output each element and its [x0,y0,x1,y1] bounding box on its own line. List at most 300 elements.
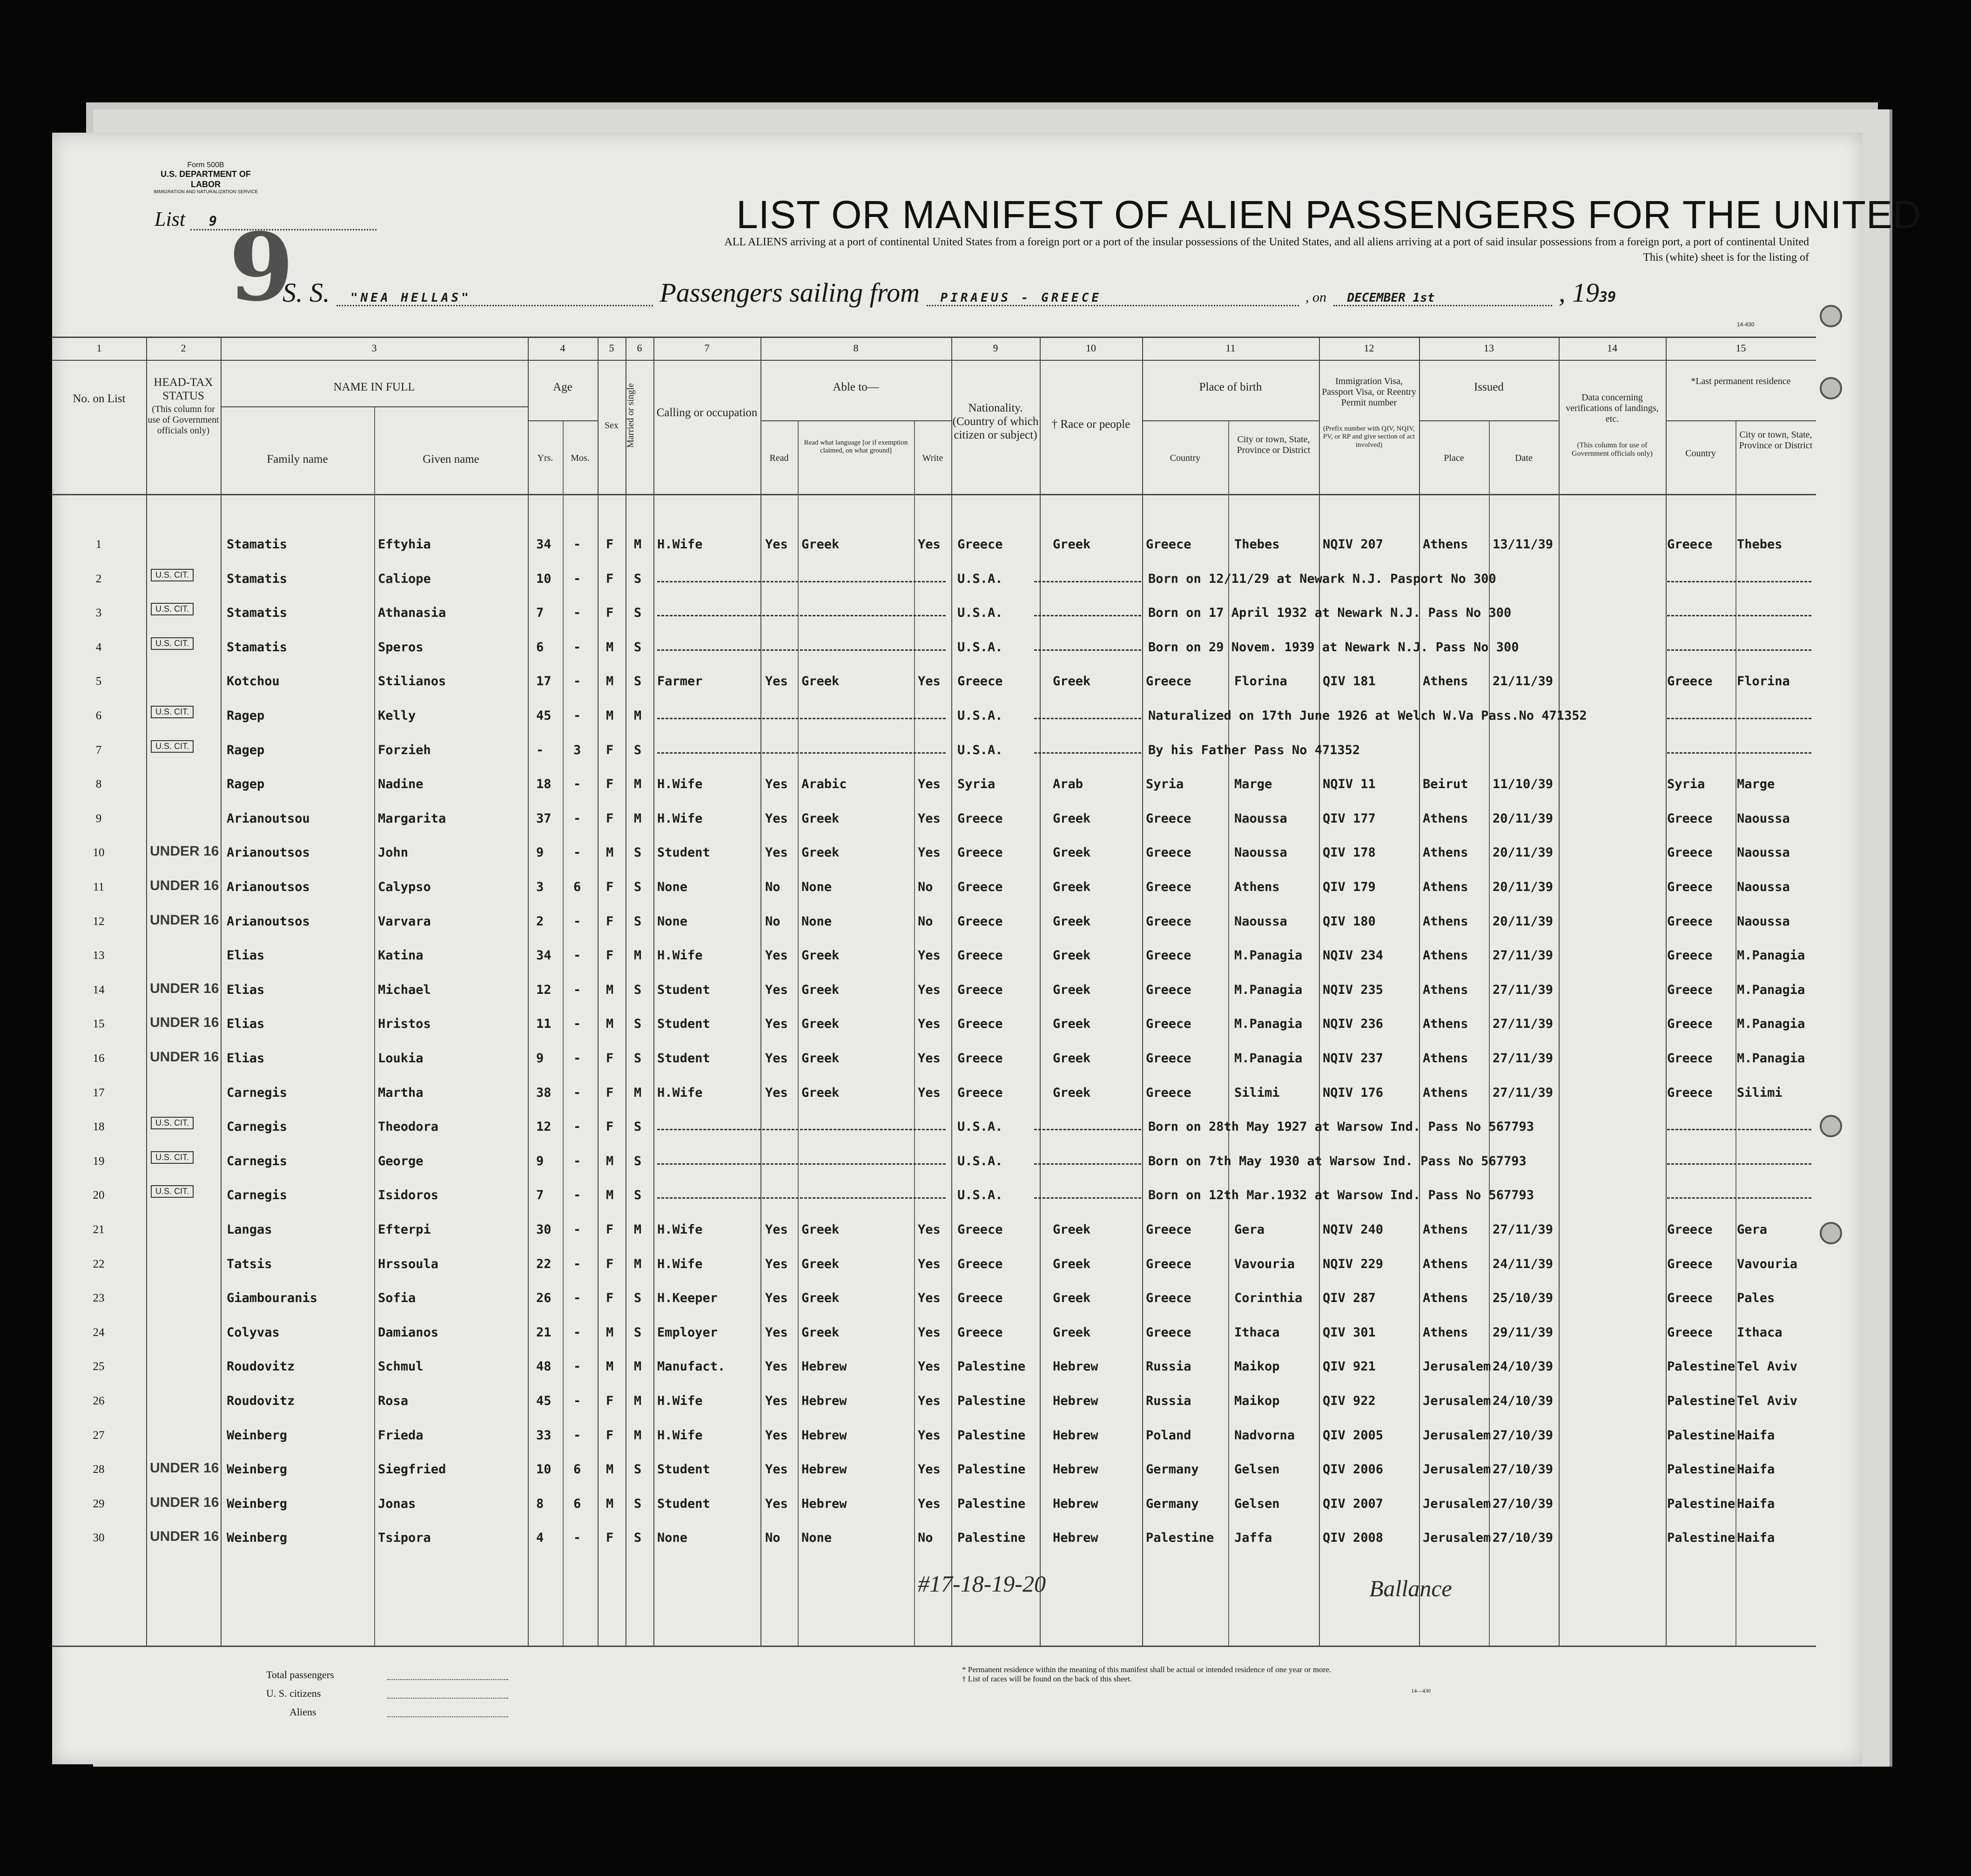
list-stamp: 9 [229,213,294,322]
birth-country: Greece [1146,1256,1191,1271]
can-write: Yes [918,982,941,997]
age-years: 45 [536,709,552,723]
marital-status: S [634,1188,642,1203]
visa-number: NQIV 229 [1323,1256,1384,1271]
column-divider [653,337,654,1646]
sex: M [606,982,614,997]
visa-number: QIV 180 [1323,914,1376,929]
handwritten-annotation: #17-18-19-20 [918,1571,1046,1597]
visa-number: QIV 2008 [1323,1531,1384,1545]
read-language: Greek [801,845,840,860]
issued-place: Athens [1423,948,1468,963]
residence-country: Palestine [1667,1359,1736,1374]
issued-place: Athens [1423,1017,1468,1032]
sex: F [606,880,614,894]
birth-country: Greece [1146,845,1191,860]
header-write: Write [922,453,943,463]
citizenship-note: Born on 28th May 1927 at Warsow Ind. Pass No 567793 [1148,1120,1534,1134]
residence-country: Greece [1667,1325,1713,1340]
birth-city: Maikop [1234,1359,1280,1374]
given-name: Kelly [378,709,416,723]
race: Greek [1053,845,1091,860]
age-months: 6 [573,880,581,894]
can-read: Yes [765,1394,788,1408]
header-married: Married or single [626,383,636,448]
instruction-line-2: This (white) sheet is for the listing of [1643,251,1809,263]
header-calling: Calling or occupation [656,406,758,419]
marital-status: S [634,845,642,860]
row-number: 13 [93,949,105,962]
punch-hole [1820,1222,1842,1244]
age-months: - [573,571,581,586]
head-tax-stamp: UNDER 16 [150,1460,219,1476]
header-visa: Immigration Visa, Passport Visa, or Reentry Permit number [1322,376,1416,408]
dash-fill [1667,581,1811,582]
birth-country: Greece [1146,1222,1191,1237]
birth-country: Syria [1146,777,1184,792]
can-write: Yes [918,1462,941,1477]
given-name: Varvara [378,914,431,929]
occupation: Farmer [657,674,703,689]
residence-city: Naoussa [1737,845,1790,860]
issued-date: 21/11/39 [1493,674,1554,689]
residence-city: M.Panagia [1737,1017,1805,1032]
aliens-label: Aliens [289,1706,316,1718]
column-number: 4 [560,342,565,354]
footnote-permanent-residence: * Permanent residence within the meaning of this manifest shall be actual or intended residence of one year or more. [962,1665,1332,1674]
can-write: Yes [918,1017,941,1032]
marital-status: S [634,1017,642,1032]
read-language: Greek [801,1085,840,1100]
issued-date: 27/11/39 [1493,1222,1554,1237]
header-mos: Mos. [571,453,590,463]
read-language: None [801,1531,832,1545]
occupation: None [657,1531,688,1545]
given-name: Theodora [378,1120,439,1134]
issued-date: 27/11/39 [1493,1017,1554,1032]
issued-place: Athens [1423,1085,1468,1100]
race: Greek [1053,1222,1091,1237]
can-read: Yes [765,537,788,552]
can-read: Yes [765,1462,788,1477]
column-divider [146,337,147,1646]
race: Greek [1053,811,1091,826]
sex: F [606,777,614,792]
occupation: H.Wife [657,537,703,552]
issued-date: 24/10/39 [1493,1359,1554,1374]
row-number: 25 [93,1360,105,1373]
given-name: Calypso [378,880,431,894]
nationality: U.S.A. [957,742,1003,757]
age-years: 21 [536,1325,552,1340]
sex: F [606,1051,614,1066]
row-number: 5 [95,675,102,688]
row-number: 6 [95,709,102,722]
given-name: Martha [378,1085,424,1100]
can-read: Yes [765,1222,788,1237]
age-months: - [573,1154,581,1168]
residence-country: Palestine [1667,1496,1736,1511]
sex: F [606,606,614,621]
head-tax-stamp: U.S. CIT. [151,740,194,753]
dash-fill [1034,1163,1141,1165]
marital-status: S [634,742,642,757]
race: Greek [1053,982,1091,997]
given-name: Schmul [378,1359,424,1374]
birth-country: Greece [1146,1017,1191,1032]
residence-city: Gera [1737,1222,1768,1237]
sex: M [606,640,614,655]
given-name: Michael [378,982,431,997]
sailing-date: DECEMBER 1st [1333,291,1552,306]
sex: M [606,1188,614,1203]
issued-place: Athens [1423,1222,1468,1237]
column-number: 7 [704,342,710,354]
read-language: None [801,880,832,894]
row-number: 16 [93,1052,105,1065]
age-years: 9 [536,845,544,860]
nationality: U.S.A. [957,571,1003,586]
read-language: None [801,914,832,929]
nationality: Greece [957,880,1003,894]
occupation: H.Wife [657,1394,703,1408]
birth-city: Naoussa [1234,845,1287,860]
row-number: 27 [93,1429,105,1442]
visa-number: QIV 2006 [1323,1462,1384,1477]
age-months: - [573,1531,581,1545]
age-months: - [573,1291,581,1306]
marital-status: S [634,640,642,655]
birth-country: Greece [1146,1325,1191,1340]
marital-status: S [634,1531,642,1545]
given-name: Hrssoula [378,1256,439,1271]
issued-place: Beirut [1423,777,1468,792]
age-years: 3 [536,880,544,894]
header-issued-date: Date [1515,453,1533,463]
issued-place: Jerusalem [1423,1496,1491,1511]
read-language: Greek [801,948,840,963]
can-write: Yes [918,1496,941,1511]
sex: F [606,948,614,963]
header-able-to: Able to— [833,381,879,393]
birth-country: Germany [1146,1462,1199,1477]
read-language: Greek [801,811,840,826]
column-divider [1419,337,1420,1646]
residence-country: Greece [1667,1222,1713,1237]
row-number: 28 [93,1463,105,1476]
age-years: 30 [536,1222,552,1237]
marital-status: S [634,1291,642,1306]
visa-number: NQIV 235 [1323,982,1384,997]
family-name: Roudovitz [227,1394,295,1408]
header-read: Read [769,453,789,463]
marital-status: S [634,1462,642,1477]
residence-city: Haifa [1737,1462,1775,1477]
visa-number: QIV 2005 [1323,1428,1384,1443]
family-name: Ragep [227,742,265,757]
visa-number: QIV 301 [1323,1325,1376,1340]
occupation: Student [657,1017,710,1032]
given-name: Forzieh [378,742,431,757]
sex: F [606,1256,614,1271]
age-years: 9 [536,1154,544,1168]
column-number: 15 [1736,342,1746,354]
header-divider [1142,420,1319,421]
given-name: Rosa [378,1394,409,1408]
residence-country: Greece [1667,982,1713,997]
sex: M [606,1462,614,1477]
can-read: Yes [765,1256,788,1271]
age-years: 2 [536,914,544,929]
issued-date: 27/11/39 [1493,948,1554,963]
header-birth-country: Country [1170,453,1201,463]
column-number: 2 [181,342,186,354]
header-sex: Sex [605,420,619,431]
nationality: U.S.A. [957,1120,1003,1134]
dash-fill [1667,718,1811,719]
occupation: H.Wife [657,811,703,826]
given-name: Efterpi [378,1222,431,1237]
marital-status: M [634,1359,642,1374]
residence-city: Florina [1737,674,1790,689]
age-months: - [573,537,581,552]
sex: M [606,1359,614,1374]
residence-country: Greece [1667,1085,1713,1100]
dash-fill [1034,649,1141,651]
family-name: Arianoutsos [227,914,310,929]
header-family-name: Family name [267,453,328,466]
race: Arab [1053,777,1083,792]
age-months: - [573,709,581,723]
instruction-line-1: ALL ALIENS arriving at a port of continental United States from a foreign port or a port of the insular possessions of the United States, and all aliens arriving at a port of said insular possessions from a foreign port, a port of continental United [724,236,1809,248]
header-yrs: Yrs. [537,453,553,463]
residence-country: Greece [1667,1291,1713,1306]
age-years: 17 [536,674,552,689]
issued-date: 24/11/39 [1493,1256,1554,1271]
birth-country: Germany [1146,1496,1199,1511]
age-months: 3 [573,742,581,757]
form-title: LIST OR MANIFEST OF ALIEN PASSENGERS FOR THE UNITED [736,193,1922,236]
nationality: Palestine [957,1394,1026,1408]
can-read: Yes [765,1291,788,1306]
header-birth-city: City or town, State, Province or District [1237,434,1311,455]
header-given-name: Given name [423,453,479,466]
year-suffix: 39 [1599,289,1616,305]
family-name: Colyvas [227,1325,280,1340]
row-number: 23 [93,1292,105,1305]
race: Greek [1053,674,1091,689]
race: Greek [1053,1291,1091,1306]
sailing-label: Passengers sailing from [659,277,920,308]
age-months: - [573,640,581,655]
can-write: Yes [918,1325,941,1340]
nationality: Greece [957,1222,1003,1237]
given-name: Nadine [378,777,424,792]
given-name: Athanasia [378,606,446,621]
given-name: Margarita [378,811,446,826]
given-name: Jonas [378,1496,416,1511]
residence-country: Greece [1667,1017,1713,1032]
sex: F [606,1531,614,1545]
issued-date: 11/10/39 [1493,777,1554,792]
family-name: Weinberg [227,1531,288,1545]
row-number: 12 [93,915,105,928]
can-write: Yes [918,845,941,860]
row-number: 22 [93,1257,105,1270]
given-name: Isidoros [378,1188,439,1203]
sub-column-divider [1489,420,1490,1646]
age-months: - [573,1188,581,1203]
given-name: Tsipora [378,1531,431,1545]
citizenship-note: By his Father Pass No 471352 [1148,742,1360,757]
dash-fill [657,1129,946,1130]
sex: F [606,1428,614,1443]
us-citizens-label: U. S. citizens [266,1687,321,1699]
occupation: Student [657,1051,710,1066]
header-issued: Issued [1474,381,1504,393]
column-number: 12 [1364,342,1374,354]
issued-date: 27/11/39 [1493,982,1554,997]
nationality: Greece [957,811,1003,826]
header-issued-place: Place [1444,453,1464,463]
row-number: 11 [93,881,105,893]
birth-city: Naoussa [1234,811,1287,826]
form-code-top: 14-430 [1737,321,1755,328]
issued-place: Athens [1423,537,1468,552]
header-head-tax: HEAD-TAX STATUS [154,376,213,402]
birth-country: Greece [1146,1291,1191,1306]
residence-city: Tel Aviv [1737,1394,1798,1408]
head-tax-stamp: U.S. CIT. [151,637,194,650]
issued-date: 27/11/39 [1493,1085,1554,1100]
age-months: - [573,1222,581,1237]
row-number: 8 [95,778,102,791]
sex: F [606,1085,614,1100]
residence-city: Thebes [1737,537,1783,552]
nationality: Greece [957,948,1003,963]
age-months: - [573,1120,581,1134]
occupation: H.Wife [657,1085,703,1100]
column-number: 10 [1086,342,1096,354]
nationality: Greece [957,914,1003,929]
issued-place: Athens [1423,1291,1468,1306]
header-divider [528,420,598,421]
head-tax-stamp: U.S. CIT. [151,706,194,718]
sex: F [606,1291,614,1306]
dash-fill [657,581,946,582]
sex: F [606,571,614,586]
issued-place: Athens [1423,1051,1468,1066]
family-name: Ragep [227,777,265,792]
given-name: Eftyhia [378,537,431,552]
read-language: Hebrew [801,1394,847,1408]
can-read: Yes [765,1085,788,1100]
marital-status: M [634,537,642,552]
birth-country: Greece [1146,674,1191,689]
head-tax-stamp: UNDER 16 [150,844,219,859]
marital-status: M [634,709,642,723]
header-verification-note: (This column for use of Government officials only) [1572,441,1653,458]
birth-city: Gelsen [1234,1462,1280,1477]
can-write: Yes [918,537,941,552]
dash-fill [1034,1129,1141,1130]
given-name: Stilianos [378,674,446,689]
occupation: None [657,880,688,894]
footer-code: 14—430 [1411,1687,1431,1694]
age-months: - [573,1085,581,1100]
column-divider [598,337,599,1646]
ship-line [283,277,1616,308]
manifest-sheet [52,133,1922,1764]
nationality: U.S.A. [957,640,1003,655]
header-verification: Data concerning verifications of landings, etc. [1566,392,1659,424]
visa-number: NQIV 234 [1323,948,1384,963]
row-number: 10 [93,846,105,859]
row-number: 4 [95,641,102,654]
manifest-table [52,337,1816,1663]
residence-country: Palestine [1667,1428,1736,1443]
read-language: Arabic [801,777,847,792]
issued-date: 20/11/39 [1493,845,1554,860]
family-name: Stamatis [227,640,288,655]
can-write: Yes [918,1291,941,1306]
dash-fill [1667,615,1811,616]
dash-fill [1667,1129,1811,1130]
head-tax-stamp: U.S. CIT. [151,1117,194,1129]
service: IMMIGRATION AND NATURALIZATION SERVICE [153,189,258,195]
column-number: 13 [1484,342,1494,354]
column-number: 6 [637,342,642,354]
can-read: Yes [765,811,788,826]
residence-city: Tel Aviv [1737,1359,1798,1374]
nationality: Greece [957,982,1003,997]
given-name: George [378,1154,424,1168]
marital-status: S [634,914,642,929]
read-language: Greek [801,674,840,689]
residence-city: Silimi [1737,1085,1783,1100]
residence-country: Greece [1667,880,1713,894]
age-months: - [573,982,581,997]
age-months: - [573,1394,581,1408]
total-passengers-label: Total passengers [266,1669,334,1680]
read-language: Hebrew [801,1496,847,1511]
column-divider [1559,337,1560,1646]
marital-status: M [634,1085,642,1100]
birth-country: Greece [1146,1051,1191,1066]
family-name: Elias [227,982,265,997]
punch-hole [1820,305,1842,327]
can-read: No [765,880,780,894]
occupation: Student [657,1462,710,1477]
marital-status: S [634,606,642,621]
handwritten-annotation-2: Ballance [1369,1575,1452,1601]
family-name: Arianoutsos [227,880,310,894]
row-number: 14 [93,983,105,996]
age-years: 48 [536,1359,552,1374]
age-years: 10 [536,571,552,586]
age-years: 12 [536,1120,552,1134]
nationality: U.S.A. [957,1154,1003,1168]
residence-country: Greece [1667,1051,1713,1066]
head-tax-stamp: U.S. CIT. [151,1151,194,1164]
can-read: No [765,914,780,929]
row-number: 29 [93,1497,105,1510]
column-divider [1666,337,1667,1646]
sub-column-divider [374,406,375,1646]
family-name: Elias [227,1051,265,1066]
age-years: 34 [536,948,552,963]
issued-place: Athens [1423,811,1468,826]
